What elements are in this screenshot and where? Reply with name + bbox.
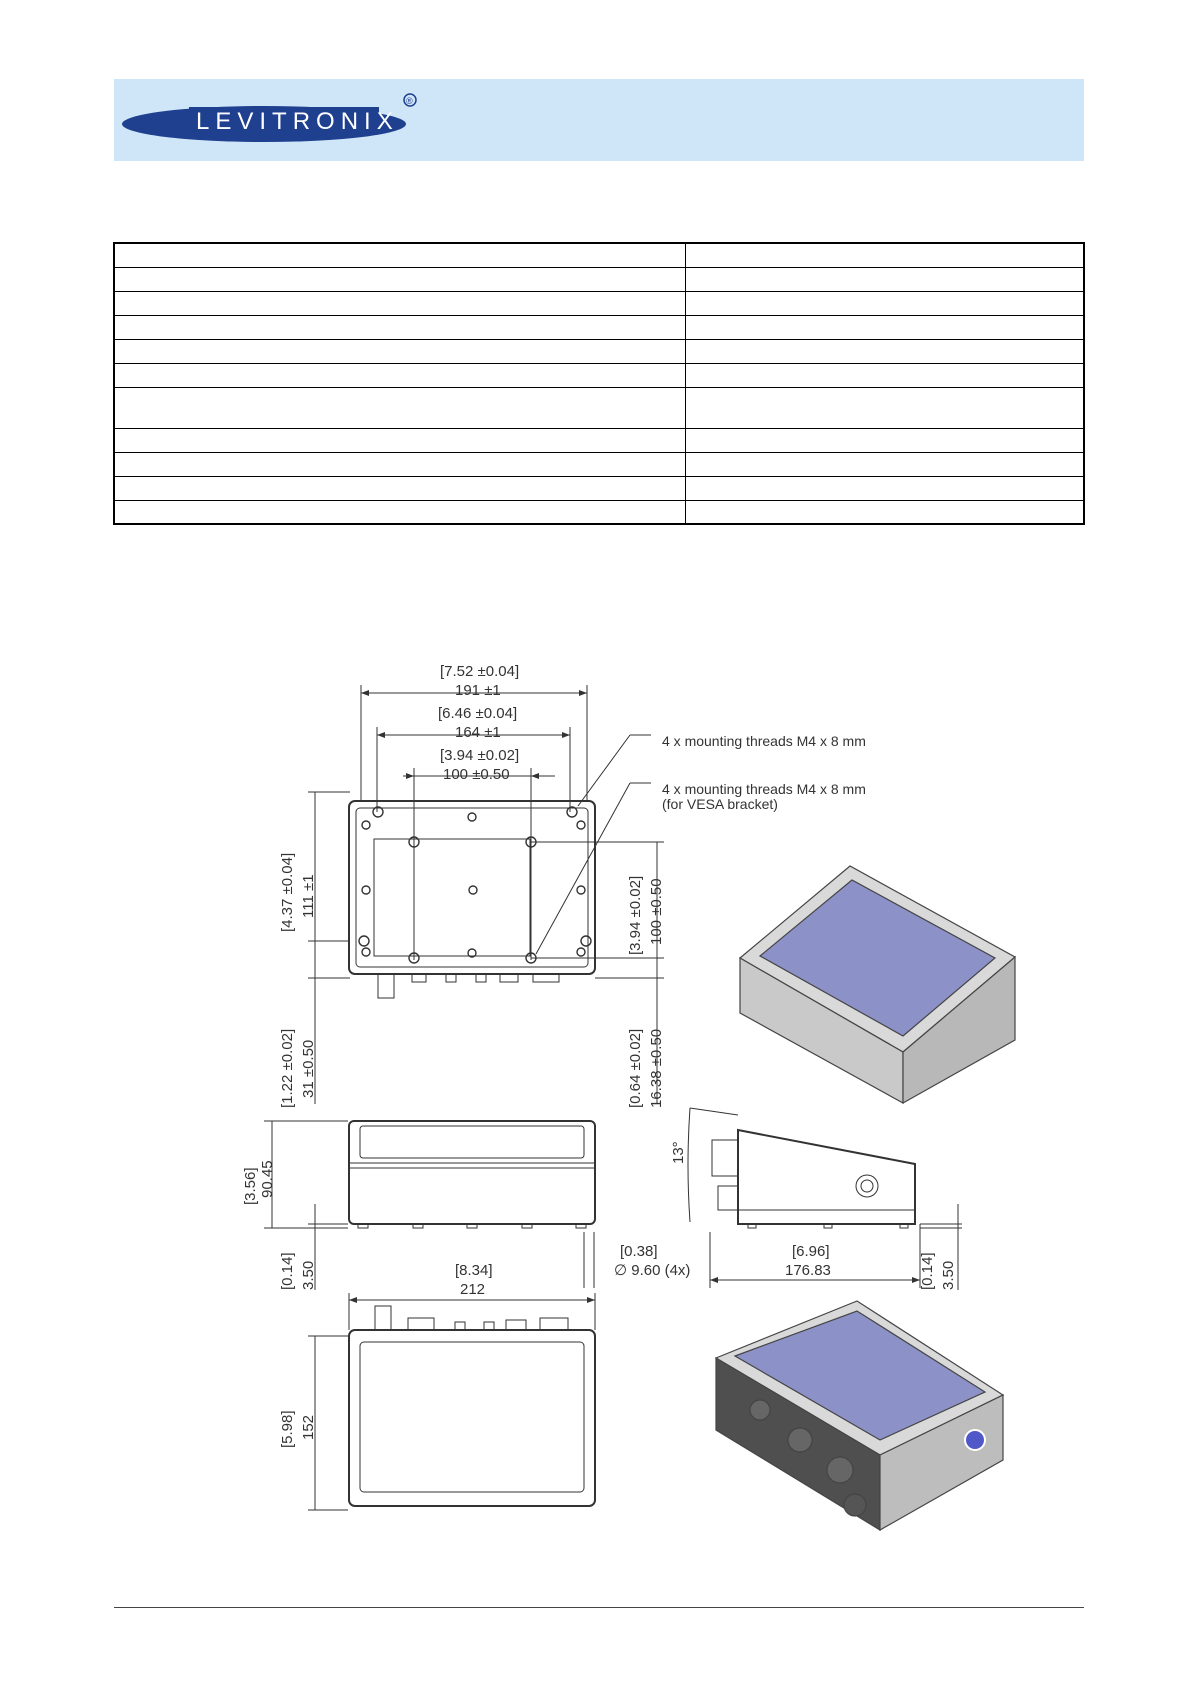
dim-side-depth-inch: [6.96] bbox=[792, 1243, 830, 1260]
front-view-housing bbox=[349, 1121, 595, 1224]
dim-height-left-inch: [4.37 ±0.04] bbox=[279, 852, 296, 932]
note-vesa-bracket: (for VESA bracket) bbox=[662, 796, 778, 812]
dim-side-foot-mm: 3.50 bbox=[940, 1260, 957, 1290]
dim-side-angle: 13° bbox=[670, 1141, 687, 1164]
dim-mid-width-inch: [6.46 ±0.04] bbox=[438, 705, 518, 722]
dim-mid-width-mm: 164 ±1 bbox=[455, 724, 501, 741]
logo-text: LEVITRONIX bbox=[196, 108, 399, 135]
dim-height-right-inch: [3.94 ±0.02] bbox=[627, 875, 644, 955]
dim-overall-width-inch: [7.52 ±0.04] bbox=[440, 663, 520, 680]
dim-foot-diam-mm: ∅ 9.60 (4x) bbox=[614, 1262, 691, 1279]
dim-inner-width-mm: 100 ±0.50 bbox=[443, 766, 510, 783]
dim-bottom-height-inch: [5.98] bbox=[279, 1410, 296, 1448]
note-mounting-threads: 4 x mounting threads M4 x 8 mm bbox=[662, 733, 866, 749]
dim-foot-diam-inch: [0.38] bbox=[620, 1243, 658, 1260]
dim-side-depth-mm: 176.83 bbox=[785, 1262, 831, 1279]
bottom-view-housing bbox=[349, 1330, 595, 1506]
dim-offset-right-mm: 16.38 ±0.50 bbox=[648, 1028, 665, 1108]
dim-front-height-inch: [3.56] bbox=[242, 1167, 259, 1205]
dim-side-foot-inch: [0.14] bbox=[919, 1252, 936, 1290]
dim-bottom-width-mm: 212 bbox=[460, 1281, 486, 1298]
dim-offset-left-mm: 31 ±0.50 bbox=[300, 1039, 317, 1098]
registered-mark: ® bbox=[406, 96, 413, 106]
dim-front-foot-inch: [0.14] bbox=[279, 1252, 296, 1290]
dim-bottom-width-inch: [8.34] bbox=[455, 1262, 493, 1279]
note-vesa-threads: 4 x mounting threads M4 x 8 mm bbox=[662, 781, 866, 797]
dim-bottom-height-mm: 152 bbox=[300, 1414, 317, 1440]
footer-rule bbox=[114, 1607, 1084, 1608]
dim-inner-width-inch: [3.94 ±0.02] bbox=[440, 747, 520, 764]
iso-view-top bbox=[740, 866, 1015, 1103]
dim-overall-width-mm: 191 ±1 bbox=[455, 682, 501, 699]
dim-height-right-mm: 100 ±0.50 bbox=[648, 878, 665, 945]
iso-view-connector bbox=[716, 1301, 1003, 1530]
dim-height-left-mm: 111 ±1 bbox=[300, 874, 317, 918]
dim-front-foot-mm: 3.50 bbox=[300, 1260, 317, 1290]
dim-offset-left-inch: [1.22 ±0.02] bbox=[279, 1028, 296, 1108]
dim-front-height-mm: 90.45 bbox=[259, 1160, 276, 1198]
top-view-housing bbox=[349, 801, 595, 974]
dim-offset-right-inch: [0.64 ±0.02] bbox=[627, 1028, 644, 1108]
